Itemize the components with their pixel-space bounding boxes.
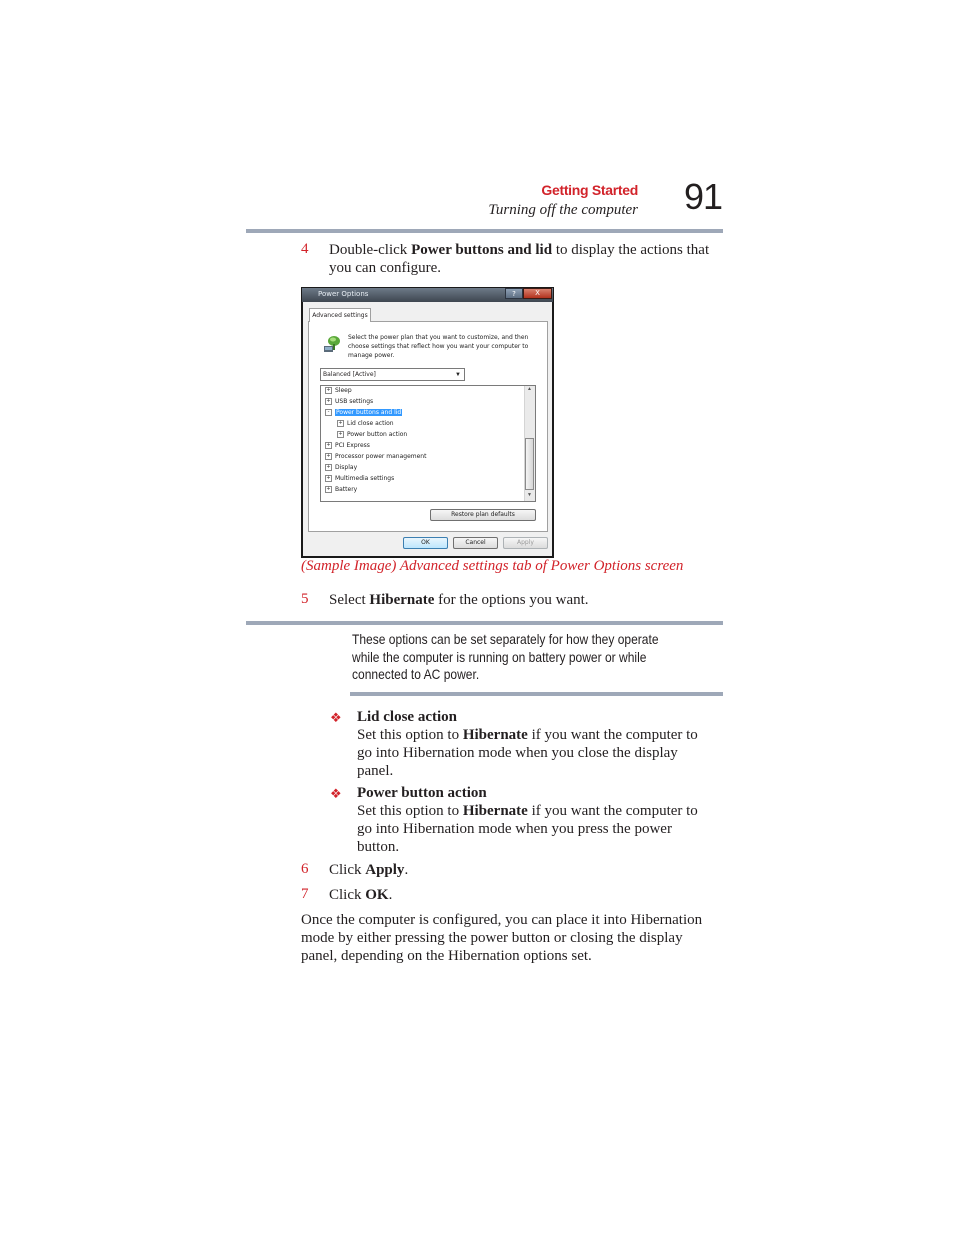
step-4-bold: Power buttons and lid — [411, 242, 553, 258]
bullet-lid-close-line-1 — [357, 726, 737, 744]
tree-item-label: Multimedia settings — [335, 475, 395, 482]
page-number: 91 — [684, 176, 723, 217]
expand-icon[interactable]: + — [326, 486, 331, 492]
tree-item[interactable] — [337, 420, 394, 428]
section-title: Getting Started — [541, 182, 638, 198]
bullet-power-button-title: Power button action — [357, 785, 487, 801]
tree-item-label: Processor power management — [335, 453, 427, 460]
bullet-lid-close-line-2: go into Hibernation mode when you close the display — [357, 745, 678, 761]
tree-item-label: Display — [335, 464, 358, 471]
tree-item-label: PCI Express — [335, 442, 370, 449]
plan-description: Select the power plan that you want to customize, and then choose settings that reflect how you want your computer to manage power. — [348, 334, 529, 359]
closing-line-1: Once the computer is configured, you can place it into Hibernation — [301, 912, 703, 928]
bullet-power-button — [357, 784, 737, 856]
step-5-post: for the options you want. — [434, 592, 589, 608]
closing-line-2: mode by either pressing the power button or closing the display — [301, 930, 683, 946]
closing-paragraph — [301, 911, 741, 965]
step-7-post: . — [388, 887, 393, 903]
step-4-line-2: you can configure. — [329, 260, 442, 276]
scrollbar-thumb[interactable] — [525, 438, 534, 490]
step-5-pre: Select — [329, 592, 370, 608]
power-plan-select[interactable]: Balanced [Active] — [320, 368, 465, 381]
expand-icon[interactable]: + — [326, 464, 331, 470]
help-button[interactable]: ? — [505, 288, 523, 299]
step-7-text — [329, 886, 392, 904]
expand-icon[interactable]: + — [326, 398, 331, 404]
expand-icon[interactable]: + — [338, 420, 343, 426]
step-4-pre: Double-click — [329, 242, 412, 258]
step-4-post: to display the actions that — [552, 242, 710, 258]
bullet-power-button-line-1 — [357, 802, 737, 820]
step-7-pre: Click — [329, 887, 366, 903]
tab-advanced-settings[interactable]: Advanced settings — [309, 308, 371, 322]
expand-icon[interactable]: + — [326, 387, 331, 393]
step-6-pre: Click — [329, 862, 366, 878]
bullet-power-bold: Hibernate — [462, 803, 528, 819]
restore-plan-defaults-button[interactable]: Restore plan defaults — [430, 509, 536, 521]
bullet-power-post: if you want the computer to — [527, 803, 698, 819]
tree-item-label: Lid close action — [347, 420, 394, 427]
step-4-line-1 — [329, 241, 729, 259]
bullet-icon: ❖ — [330, 710, 342, 725]
bullet-lid-bold: Hibernate — [462, 727, 528, 743]
tree-item-label: Battery — [335, 486, 358, 493]
bullet-power-button-line-3: button. — [357, 839, 400, 855]
closing-line-3: panel, depending on the Hibernation options set. — [301, 948, 592, 964]
header-rule — [246, 229, 723, 233]
scroll-up-icon[interactable]: ▲ — [527, 387, 532, 392]
bullet-lid-post: if you want the computer to — [527, 727, 698, 743]
chevron-down-icon[interactable]: ▼ — [455, 372, 461, 378]
step-6-text — [329, 861, 408, 879]
step-5-number: 5 — [301, 591, 309, 607]
bullet-power-pre: Set this option to — [357, 803, 463, 819]
tree-item[interactable] — [337, 431, 407, 439]
scroll-down-icon[interactable]: ▼ — [527, 493, 532, 498]
bullet-lid-close-line-3: panel. — [357, 763, 394, 779]
bullet-lid-close-title: Lid close action — [357, 709, 457, 725]
expand-icon[interactable]: + — [326, 453, 331, 459]
cancel-button[interactable]: Cancel — [453, 537, 498, 549]
note-bottom-rule — [350, 692, 723, 696]
apply-button[interactable]: Apply — [503, 537, 548, 549]
tree-item[interactable] — [325, 398, 373, 406]
tree-item-label: USB settings — [335, 398, 374, 405]
tree-item-label: Power button action — [347, 431, 408, 438]
bullet-lid-pre: Set this option to — [357, 727, 463, 743]
tree-item[interactable] — [325, 453, 426, 461]
step-7-bold: OK — [365, 887, 389, 903]
figure-caption: (Sample Image) Advanced settings tab of Power Options screen — [301, 558, 684, 574]
ok-button[interactable]: OK — [403, 537, 448, 549]
step-5-text — [329, 591, 589, 609]
close-button[interactable]: X — [523, 288, 552, 299]
bullet-power-button-line-2: go into Hibernation mode when you press the power — [357, 821, 672, 837]
note-top-rule — [246, 621, 723, 625]
step-6-post: . — [404, 862, 409, 878]
bullet-lid-close — [357, 708, 737, 780]
tree-item[interactable] — [325, 409, 402, 417]
bullet-icon: ❖ — [330, 786, 342, 801]
tree-item[interactable] — [325, 475, 394, 483]
subsection-title: Turning off the computer — [488, 202, 638, 218]
power-plan-icon — [322, 334, 342, 354]
tree-item[interactable] — [325, 442, 370, 450]
expand-icon[interactable]: + — [338, 431, 343, 437]
note-text: These options can be set separately for how they operate while the computer is running on battery power or while connected to AC power. — [352, 631, 659, 682]
step-6-bold: Apply — [365, 862, 405, 878]
step-6-number: 6 — [301, 861, 309, 877]
step-4-number: 4 — [301, 241, 309, 257]
tree-item-label: Sleep — [335, 387, 352, 394]
dialog-title: Power Options — [318, 290, 369, 298]
tree-item[interactable] — [325, 387, 352, 395]
expand-icon[interactable]: + — [326, 475, 331, 481]
step-5-bold: Hibernate — [369, 592, 435, 608]
collapse-icon[interactable]: - — [325, 409, 332, 416]
tree-item[interactable] — [325, 486, 357, 494]
step-7-number: 7 — [301, 886, 309, 902]
tree-item[interactable] — [325, 464, 357, 472]
tree-item-label: Power buttons and lid — [336, 409, 402, 416]
step-4-text — [329, 241, 729, 277]
expand-icon[interactable]: + — [326, 442, 331, 448]
